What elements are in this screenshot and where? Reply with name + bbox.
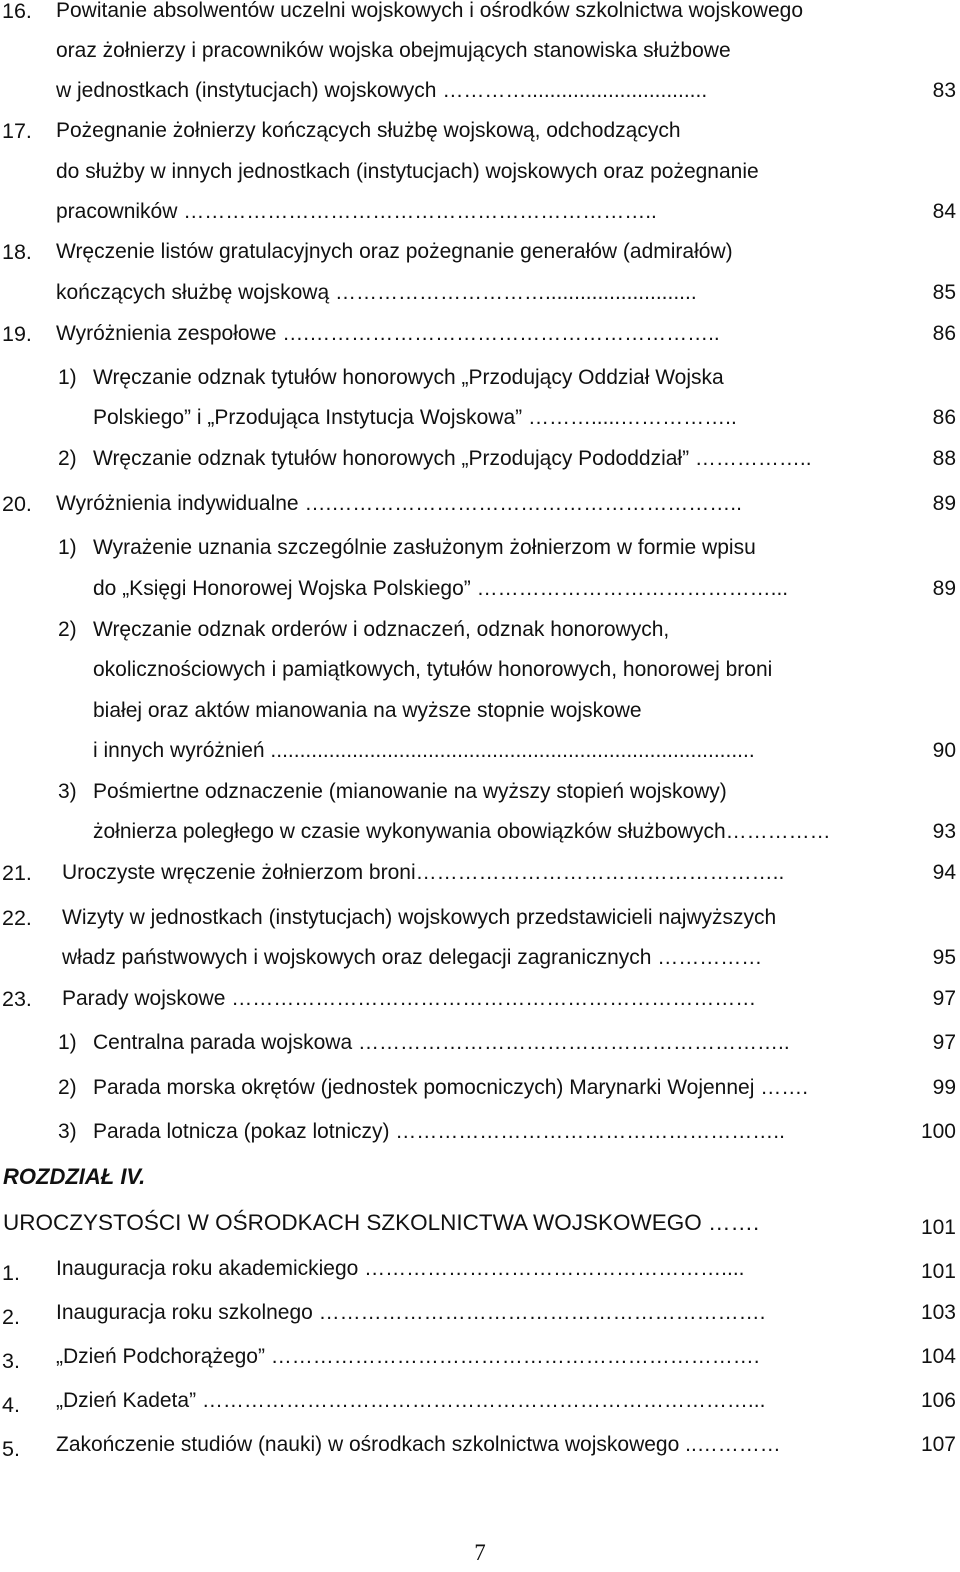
subentry-title: Wręczanie odznak tytułów honorowych „Przodujący Oddział Wojska bbox=[93, 366, 724, 389]
toc-subentry-19-1 bbox=[0, 358, 960, 398]
page-number: 84 bbox=[932, 200, 956, 223]
toc-subentry-20-2-cont bbox=[0, 691, 960, 731]
toc-chapter-entry-4 bbox=[0, 1381, 960, 1421]
toc-subentry-23-2 bbox=[0, 1068, 960, 1108]
entry-title: „Dzień Podchorążego” ……………………………………………………………. bbox=[56, 1345, 760, 1368]
toc-entry-20 bbox=[0, 484, 960, 524]
toc-entry-23 bbox=[0, 979, 960, 1019]
chapter-label: ROZDZIAŁ IV. bbox=[3, 1164, 146, 1189]
entry-title: Inauguracja roku szkolnego ………………………………………………………. bbox=[56, 1301, 766, 1324]
subentry-title-cont: i innych wyróżnień ................................................................................... bbox=[93, 739, 755, 762]
entry-number: 22. bbox=[2, 906, 32, 930]
subentry-title-cont: białej oraz aktów mianowania na wyższe stopnie wojskowe bbox=[93, 699, 642, 722]
page-number: 99 bbox=[932, 1076, 956, 1099]
entry-number: 2. bbox=[2, 1305, 20, 1329]
page-number: 89 bbox=[932, 492, 956, 515]
entry-title: Inauguracja roku akademickiego …………………………………………….... bbox=[56, 1257, 745, 1280]
entry-title-cont: kończących służbę wojskową ………………………….......................... bbox=[56, 281, 697, 304]
toc-subentry-20-1-cont bbox=[0, 569, 960, 609]
entry-title: Wyróżnienia indywidualne ….………………………………………………….. bbox=[56, 492, 742, 515]
toc-chapter-entry-1 bbox=[0, 1249, 960, 1289]
toc-entry-21 bbox=[0, 853, 960, 893]
entry-number: 16. bbox=[2, 0, 32, 23]
toc-entry-19 bbox=[0, 314, 960, 354]
entry-title: Uroczyste wręczenie żołnierzom broni…………………………………………….. bbox=[62, 861, 785, 884]
footer-page-number: 7 bbox=[474, 1540, 486, 1565]
subentry-title: Parada morska okrętów (jednostek pomocniczych) Marynarki Wojennej ……. bbox=[93, 1076, 809, 1099]
entry-number: 3. bbox=[2, 1349, 20, 1373]
subentry-title: Wręczanie odznak tytułów honorowych „Przodujący Pododdział” …………….. bbox=[93, 447, 812, 470]
entry-title-cont: władz państwowych i wojskowych oraz delegacji zagranicznych …………… bbox=[62, 946, 763, 969]
entry-title-cont: do służby w innych jednostkach (instytucjach) wojskowych oraz pożegnanie bbox=[56, 160, 759, 183]
page-number: 106 bbox=[920, 1389, 956, 1412]
subentry-title: Pośmiertne odznaczenie (mianowanie na wyższy stopień wojskowy) bbox=[93, 780, 727, 803]
page-number: 103 bbox=[920, 1301, 956, 1324]
toc-subentry-20-2-cont bbox=[0, 731, 960, 771]
entry-title: Zakończenie studiów (nauki) w ośrodkach szkolnictwa wojskowego ..………… bbox=[56, 1433, 781, 1456]
subentry-title: Wyrażenie uznania szczególnie zasłużonym żołnierzom w formie wpisu bbox=[93, 536, 756, 559]
subentry-title: Parada lotnicza (pokaz lotniczy) ……………………………………………….. bbox=[93, 1120, 785, 1143]
page-number: 86 bbox=[932, 322, 956, 345]
page-number: 101 bbox=[920, 1216, 956, 1239]
page-number: 97 bbox=[932, 987, 956, 1010]
page-number: 86 bbox=[932, 406, 956, 429]
toc-entry-22 bbox=[0, 898, 960, 938]
entry-number: 23. bbox=[2, 987, 32, 1011]
entry-number: 5. bbox=[2, 1437, 20, 1461]
entry-title-cont: w jednostkach (instytucjach) wojskowych …………............................... bbox=[56, 79, 708, 102]
page-number: 93 bbox=[932, 820, 956, 843]
page-number: 85 bbox=[932, 281, 956, 304]
toc-entry-16-cont bbox=[0, 71, 960, 111]
toc-chapter-entry-3 bbox=[0, 1337, 960, 1377]
toc-entry-16-cont bbox=[0, 31, 960, 71]
page-number: 90 bbox=[932, 739, 956, 762]
toc-subentry-19-2 bbox=[0, 439, 960, 479]
entry-number: 20. bbox=[2, 492, 32, 516]
subentry-title-cont: okolicznościowych i pamiątkowych, tytułów honorowych, honorowej broni bbox=[93, 658, 773, 681]
page-number: 104 bbox=[920, 1345, 956, 1368]
toc-entry-17 bbox=[0, 111, 960, 151]
toc-entry-16 bbox=[0, 0, 960, 31]
subentry-title-cont: do „Księgi Honorowej Wojska Polskiego” ……………………………………... bbox=[93, 577, 789, 600]
entry-number: 18. bbox=[2, 240, 32, 264]
entry-number: 4. bbox=[2, 1393, 20, 1417]
toc-chapter-entry-2 bbox=[0, 1293, 960, 1333]
toc-entry-22-cont bbox=[0, 938, 960, 978]
toc-entry-17-cont bbox=[0, 152, 960, 192]
subentry-label: 2) bbox=[58, 447, 77, 470]
chapter-heading bbox=[0, 1157, 960, 1197]
page-number: 97 bbox=[932, 1031, 956, 1054]
page-number: 89 bbox=[932, 577, 956, 600]
page-number: 95 bbox=[932, 946, 956, 969]
page-number: 88 bbox=[932, 447, 956, 470]
entry-number: 17. bbox=[2, 119, 32, 143]
entry-title: Parady wojskowe ………………………………………………………………… bbox=[62, 987, 757, 1010]
chapter-title-line bbox=[0, 1203, 960, 1243]
toc-entry-17-cont bbox=[0, 192, 960, 232]
subentry-title-cont: żołnierza poległego w czasie wykonywania obowiązków służbowych…………… bbox=[93, 820, 831, 843]
entry-title: Wręczenie listów gratulacyjnych oraz pożegnanie generałów (admirałów) bbox=[56, 240, 733, 263]
subentry-label: 2) bbox=[58, 1076, 77, 1099]
toc-subentry-19-1-cont bbox=[0, 398, 960, 438]
subentry-label: 1) bbox=[58, 366, 77, 389]
toc-subentry-20-3-cont bbox=[0, 812, 960, 852]
entry-number: 21. bbox=[2, 861, 32, 885]
entry-number: 19. bbox=[2, 322, 32, 346]
subentry-label: 3) bbox=[58, 780, 77, 803]
entry-title-cont: oraz żołnierzy i pracowników wojska obejmujących stanowiska służbowe bbox=[56, 39, 731, 62]
entry-title-cont: pracowników ………………………………………………………….. bbox=[56, 200, 657, 223]
toc-subentry-20-3 bbox=[0, 772, 960, 812]
toc-subentry-20-2-cont bbox=[0, 650, 960, 690]
entry-title: Pożegnanie żołnierzy kończących służbę wojskową, odchodzących bbox=[56, 119, 681, 142]
chapter-title: UROCZYSTOŚCI W OŚRODKACH SZKOLNICTWA WOJSKOWEGO ……. bbox=[3, 1210, 760, 1235]
entry-title: Wyróżnienia zespołowe ….………………………………………………….. bbox=[56, 322, 720, 345]
toc-entry-18-cont bbox=[0, 273, 960, 313]
toc-chapter-entry-5 bbox=[0, 1425, 960, 1465]
entry-title: Wizyty w jednostkach (instytucjach) wojskowych przedstawicieli najwyższych bbox=[62, 906, 777, 929]
subentry-title-cont: Polskiego” i „Przodująca Instytucja Wojskowa” ……….....…………….. bbox=[93, 406, 737, 429]
subentry-label: 1) bbox=[58, 1031, 77, 1054]
subentry-title: Centralna parada wojskowa …………………………………………………….. bbox=[93, 1031, 790, 1054]
page-number: 83 bbox=[932, 79, 956, 102]
entry-number: 1. bbox=[2, 1261, 20, 1285]
toc-subentry-23-3 bbox=[0, 1112, 960, 1152]
subentry-title: Wręczanie odznak orderów i odznaczeń, odznak honorowych, bbox=[93, 618, 670, 641]
toc-subentry-20-2 bbox=[0, 610, 960, 650]
toc-entry-18 bbox=[0, 232, 960, 272]
entry-title: „Dzień Kadeta” ……………………………………………………………………... bbox=[56, 1389, 766, 1412]
subentry-label: 2) bbox=[58, 618, 77, 641]
page-number: 101 bbox=[920, 1260, 956, 1283]
subentry-label: 3) bbox=[58, 1120, 77, 1143]
page-number: 94 bbox=[932, 861, 956, 884]
subentry-label: 1) bbox=[58, 536, 77, 559]
toc-subentry-23-1 bbox=[0, 1023, 960, 1063]
page-number: 100 bbox=[920, 1120, 956, 1143]
entry-title: Powitanie absolwentów uczelni wojskowych i ośrodków szkolnictwa wojskowego bbox=[56, 0, 804, 22]
page-number: 107 bbox=[920, 1433, 956, 1456]
toc-subentry-20-1 bbox=[0, 528, 960, 568]
